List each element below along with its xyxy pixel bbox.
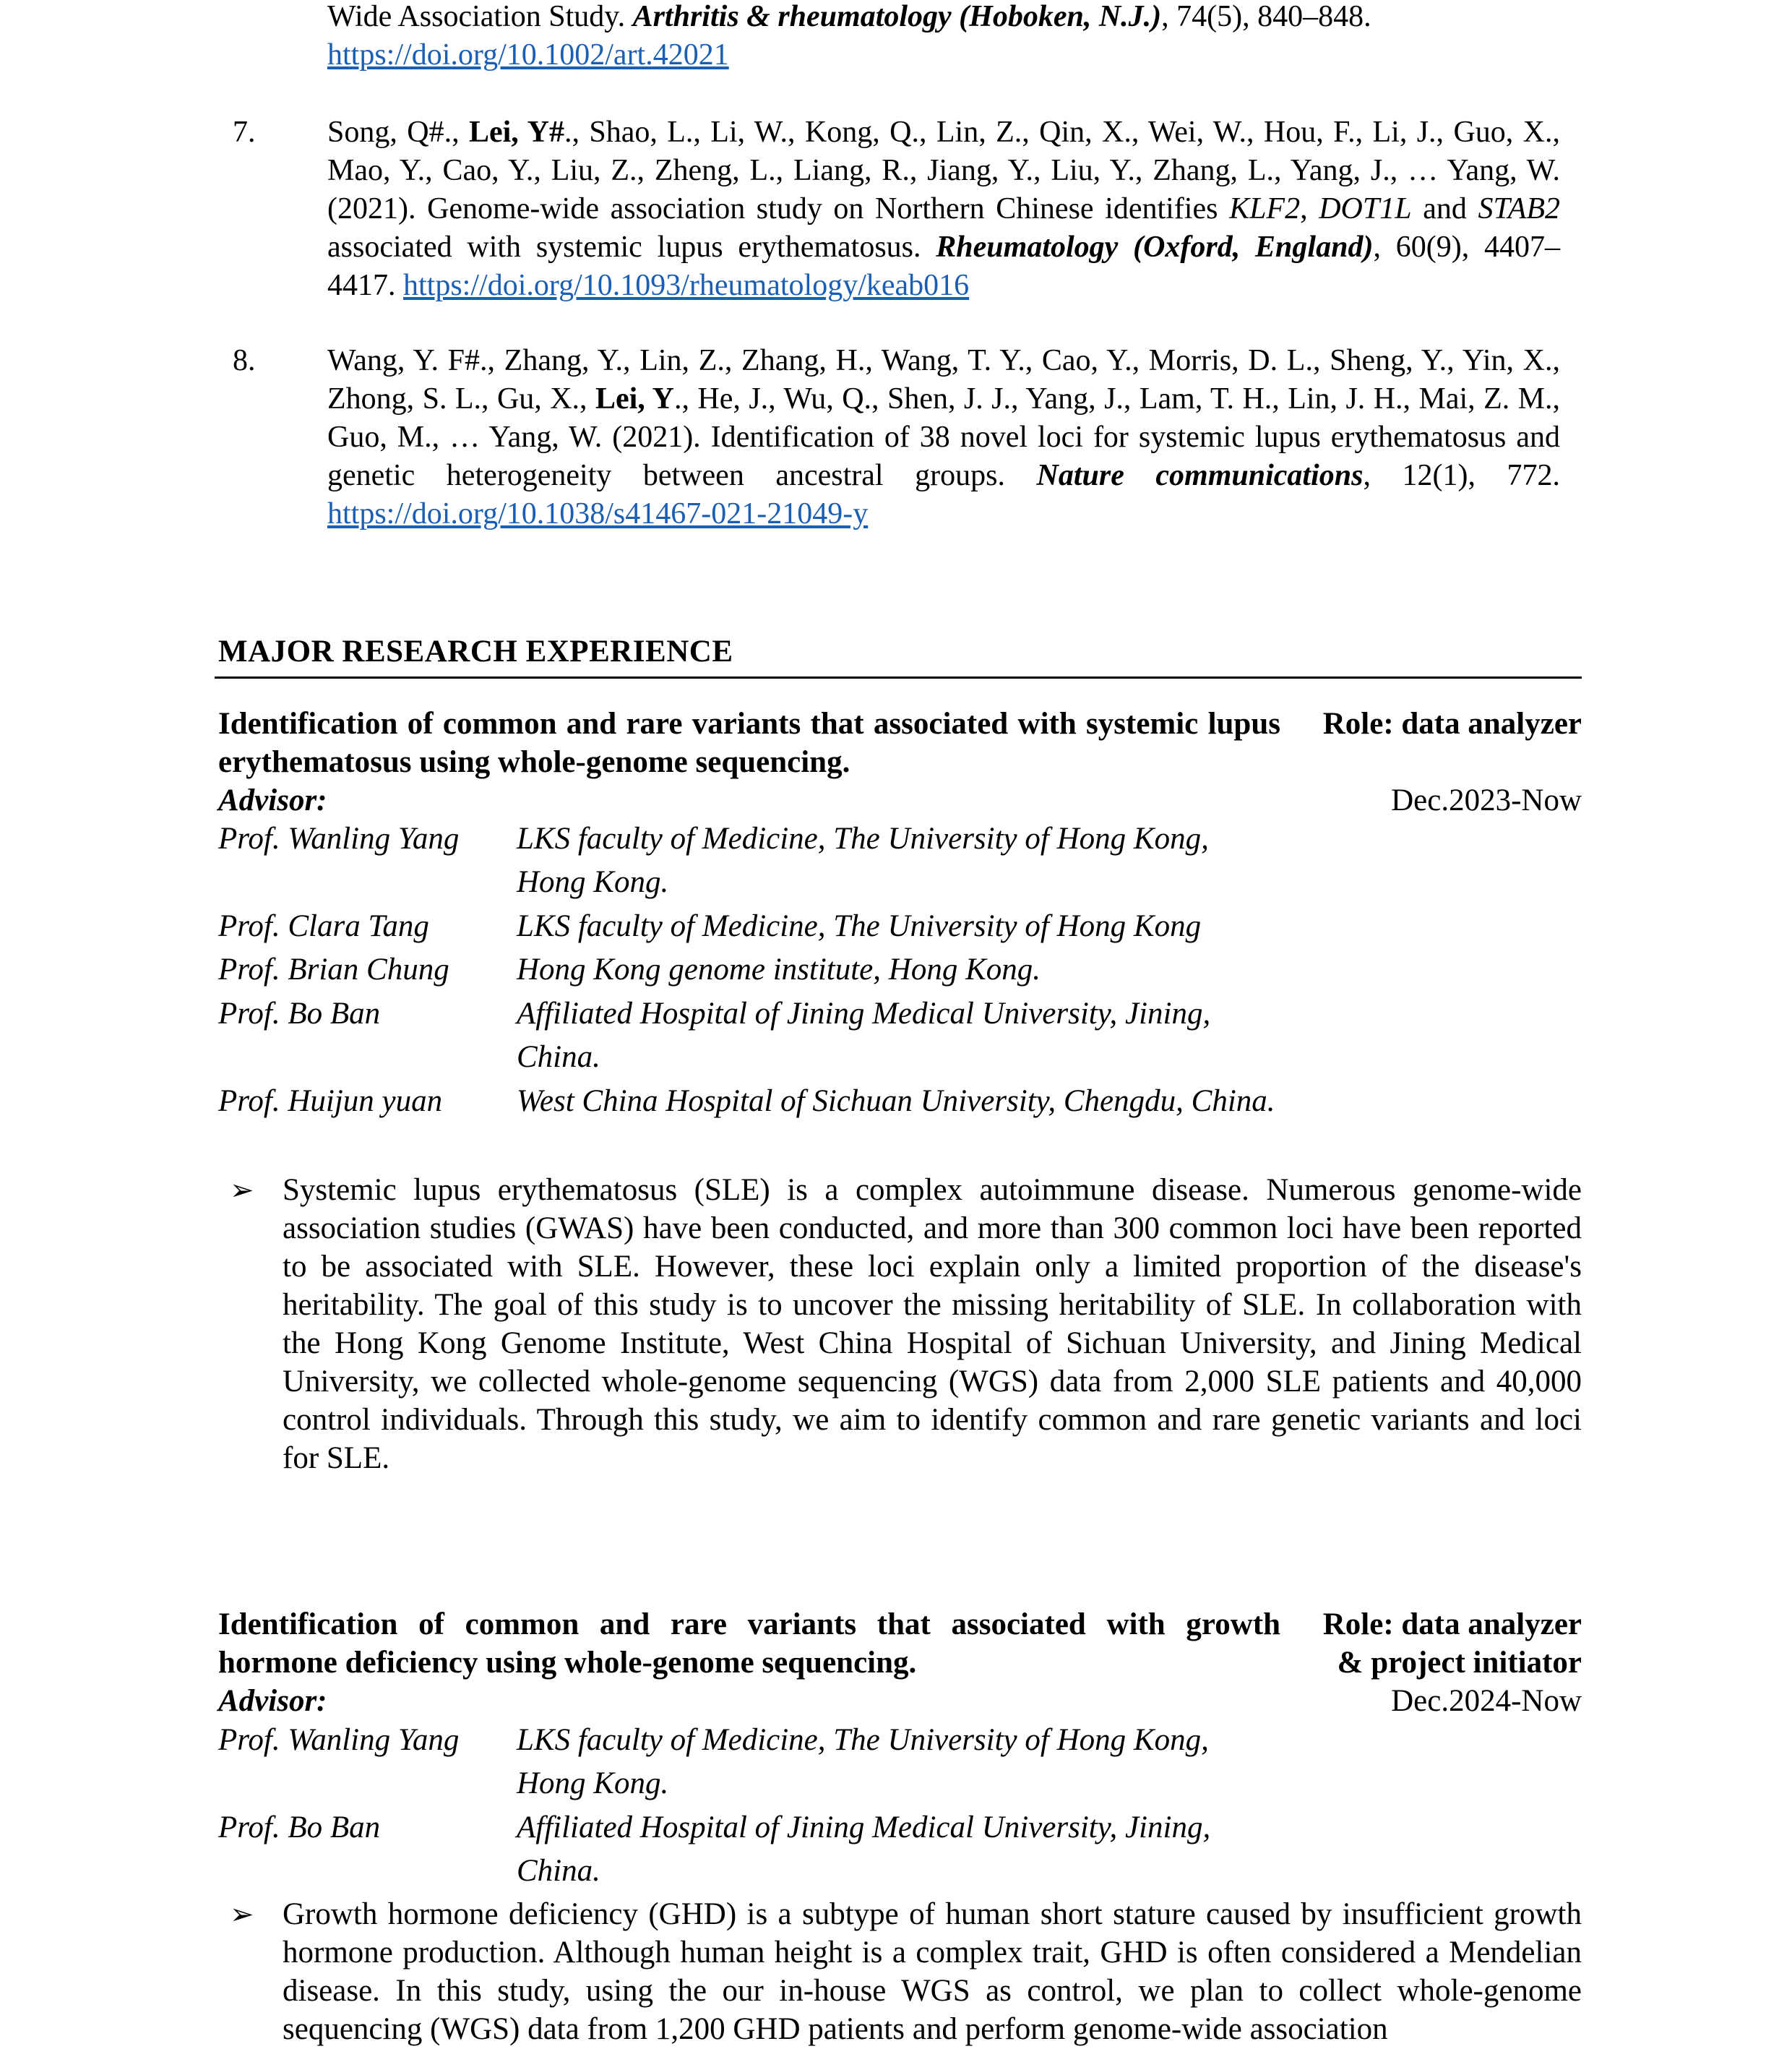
gene-name: KLF2	[1229, 192, 1301, 225]
advisor-label: Advisor:	[218, 783, 327, 817]
publication-8: Wang, Y. F#., Zhang, Y., Lin, Z., Zhang, H., Wang, T. Y., Cao, Y., Morris, D. L., Sheng, Y., Yin, X., Zhong, S. L., Gu, X., Lei, Y., He, J., Wu, Q., Shen, J. J., Yang, J., Lam, T. H., Lin, J. H., Mai, Z. M., Guo, M., … Yang, W. (2021). Identification of 38 novel loci for systemic lupus erythematosus and genetic heterogeneity between ancestral groups. Nature communications, 12(1), 772. https://doi.org/10.1038/s41467-021-21049-y	[327, 344, 1560, 530]
advisor-name: Prof. Wanling Yang	[218, 1723, 460, 1757]
bullet-arrow-icon: ➢	[230, 1898, 254, 1930]
publication-number: 8.	[233, 344, 256, 377]
project-title: Identification of common and rare variants that associated with growth hormone deficiency using whole-genome sequencing.	[218, 1607, 1280, 1680]
doi-link[interactable]: https://doi.org/10.1038/s41467-021-21049-y	[327, 497, 869, 530]
journal-name: Rheumatology (Oxford, England)	[936, 231, 1374, 264]
doi-link[interactable]: https://doi.org/10.1002/art.42021	[327, 38, 729, 72]
advisor-institution: LKS faculty of Medicine, The University of Hong Kong, Hong Kong.	[517, 822, 1209, 899]
project-date: Dec.2024-Now	[1391, 1684, 1582, 1718]
advisor-institution: Affiliated Hospital of Jining Medical University, Jining, China.	[517, 1810, 1211, 1888]
project-description: Systemic lupus erythematosus (SLE) is a complex autoimmune disease. Numerous genome-wide association studies (GWAS) have been conducted, and more than 300 common loci have been reported to be associated with SLE. However, these loci explain only a limited proportion of the disease's heritability. The goal of this study is to uncover the missing heritability of SLE. In collaboration with the Hong Kong Genome Institute, West China Hospital of Sichuan University, and Jining Medical University, we collected whole-genome sequencing (WGS) data from 2,000 SLE patients and 40,000 control individuals. Through this study, we aim to identify common and rare genetic variants and loci for SLE.	[283, 1173, 1582, 1475]
bullet-arrow-icon: ➢	[230, 1174, 254, 1206]
project-role: Role: data analyzer	[1322, 707, 1582, 741]
publication-7: Song, Q#., Lei, Y#., Shao, L., Li, W., Kong, Q., Lin, Z., Qin, X., Wei, W., Hou, F., Li, J., Guo, X., Mao, Y., Cao, Y., Liu, Z., Zheng, L., Liang, R., Jiang, Y., Liu, Y., Zhang, L., Yang, J., … Yang, W. (2021). Genome-wide association study on Northern Chinese identifies KLF2, DOT1L and STAB2 associated with systemic lupus erythematosus. Rheumatology (Oxford, England), 60(9), 4407–4417. https://doi.org/10.1093/rheumatology/keab016	[327, 116, 1561, 302]
advisor-institution: West China Hospital of Sichuan University, Chengdu, China.	[517, 1084, 1275, 1118]
project-role: Role: data analyzer & project initiator	[1322, 1607, 1582, 1680]
advisor-name: Prof. Bo Ban	[218, 997, 381, 1031]
advisor-name: Prof. Brian Chung	[218, 953, 449, 987]
gene-name: DOT1L	[1319, 192, 1412, 225]
section-heading: MAJOR RESEARCH EXPERIENCE	[218, 635, 733, 669]
section-divider	[215, 676, 1582, 679]
publication-6-tail: Wide Association Study. Arthritis & rheumatology (Hoboken, N.J.), 74(5), 840–848. https://doi.org/10.1002/art.42021	[327, 0, 1371, 72]
publication-number: 7.	[233, 116, 256, 149]
advisor-name: Prof. Bo Ban	[218, 1810, 381, 1844]
advisor-institution: Affiliated Hospital of Jining Medical University, Jining, China.	[517, 997, 1211, 1074]
advisor-institution: LKS faculty of Medicine, The University of Hong Kong, Hong Kong.	[517, 1723, 1209, 1800]
advisor-institution: LKS faculty of Medicine, The University of Hong Kong	[517, 909, 1202, 943]
project-date: Dec.2023-Now	[1391, 783, 1582, 817]
doi-link[interactable]: https://doi.org/10.1093/rheumatology/keab016	[403, 269, 970, 302]
project-description: Growth hormone deficiency (GHD) is a subtype of human short stature caused by insufficient growth hormone production. Although human height is a complex trait, GHD is often considered a Mendelian disease. In this study, using the our in-house WGS as control, we plan to collect whole-genome sequencing (WGS) data from 1,200 GHD patients and perform genome-wide association	[283, 1897, 1582, 2046]
author-highlight: Lei, Y#	[468, 116, 564, 149]
advisor-name: Prof. Huijun yuan	[218, 1084, 443, 1118]
journal-name: Arthritis & rheumatology (Hoboken, N.J.)	[632, 0, 1162, 33]
advisor-label: Advisor:	[218, 1684, 327, 1718]
advisor-name: Prof. Wanling Yang	[218, 822, 460, 856]
gene-name: STAB2	[1478, 192, 1561, 225]
project-title: Identification of common and rare variants that associated with systemic lupus erythematosus using whole-genome sequencing.	[218, 707, 1280, 779]
advisor-institution: Hong Kong genome institute, Hong Kong.	[517, 953, 1041, 987]
journal-name: Nature communications	[1036, 459, 1364, 492]
advisor-name: Prof. Clara Tang	[218, 909, 429, 943]
author-highlight: Lei, Y	[595, 382, 674, 416]
